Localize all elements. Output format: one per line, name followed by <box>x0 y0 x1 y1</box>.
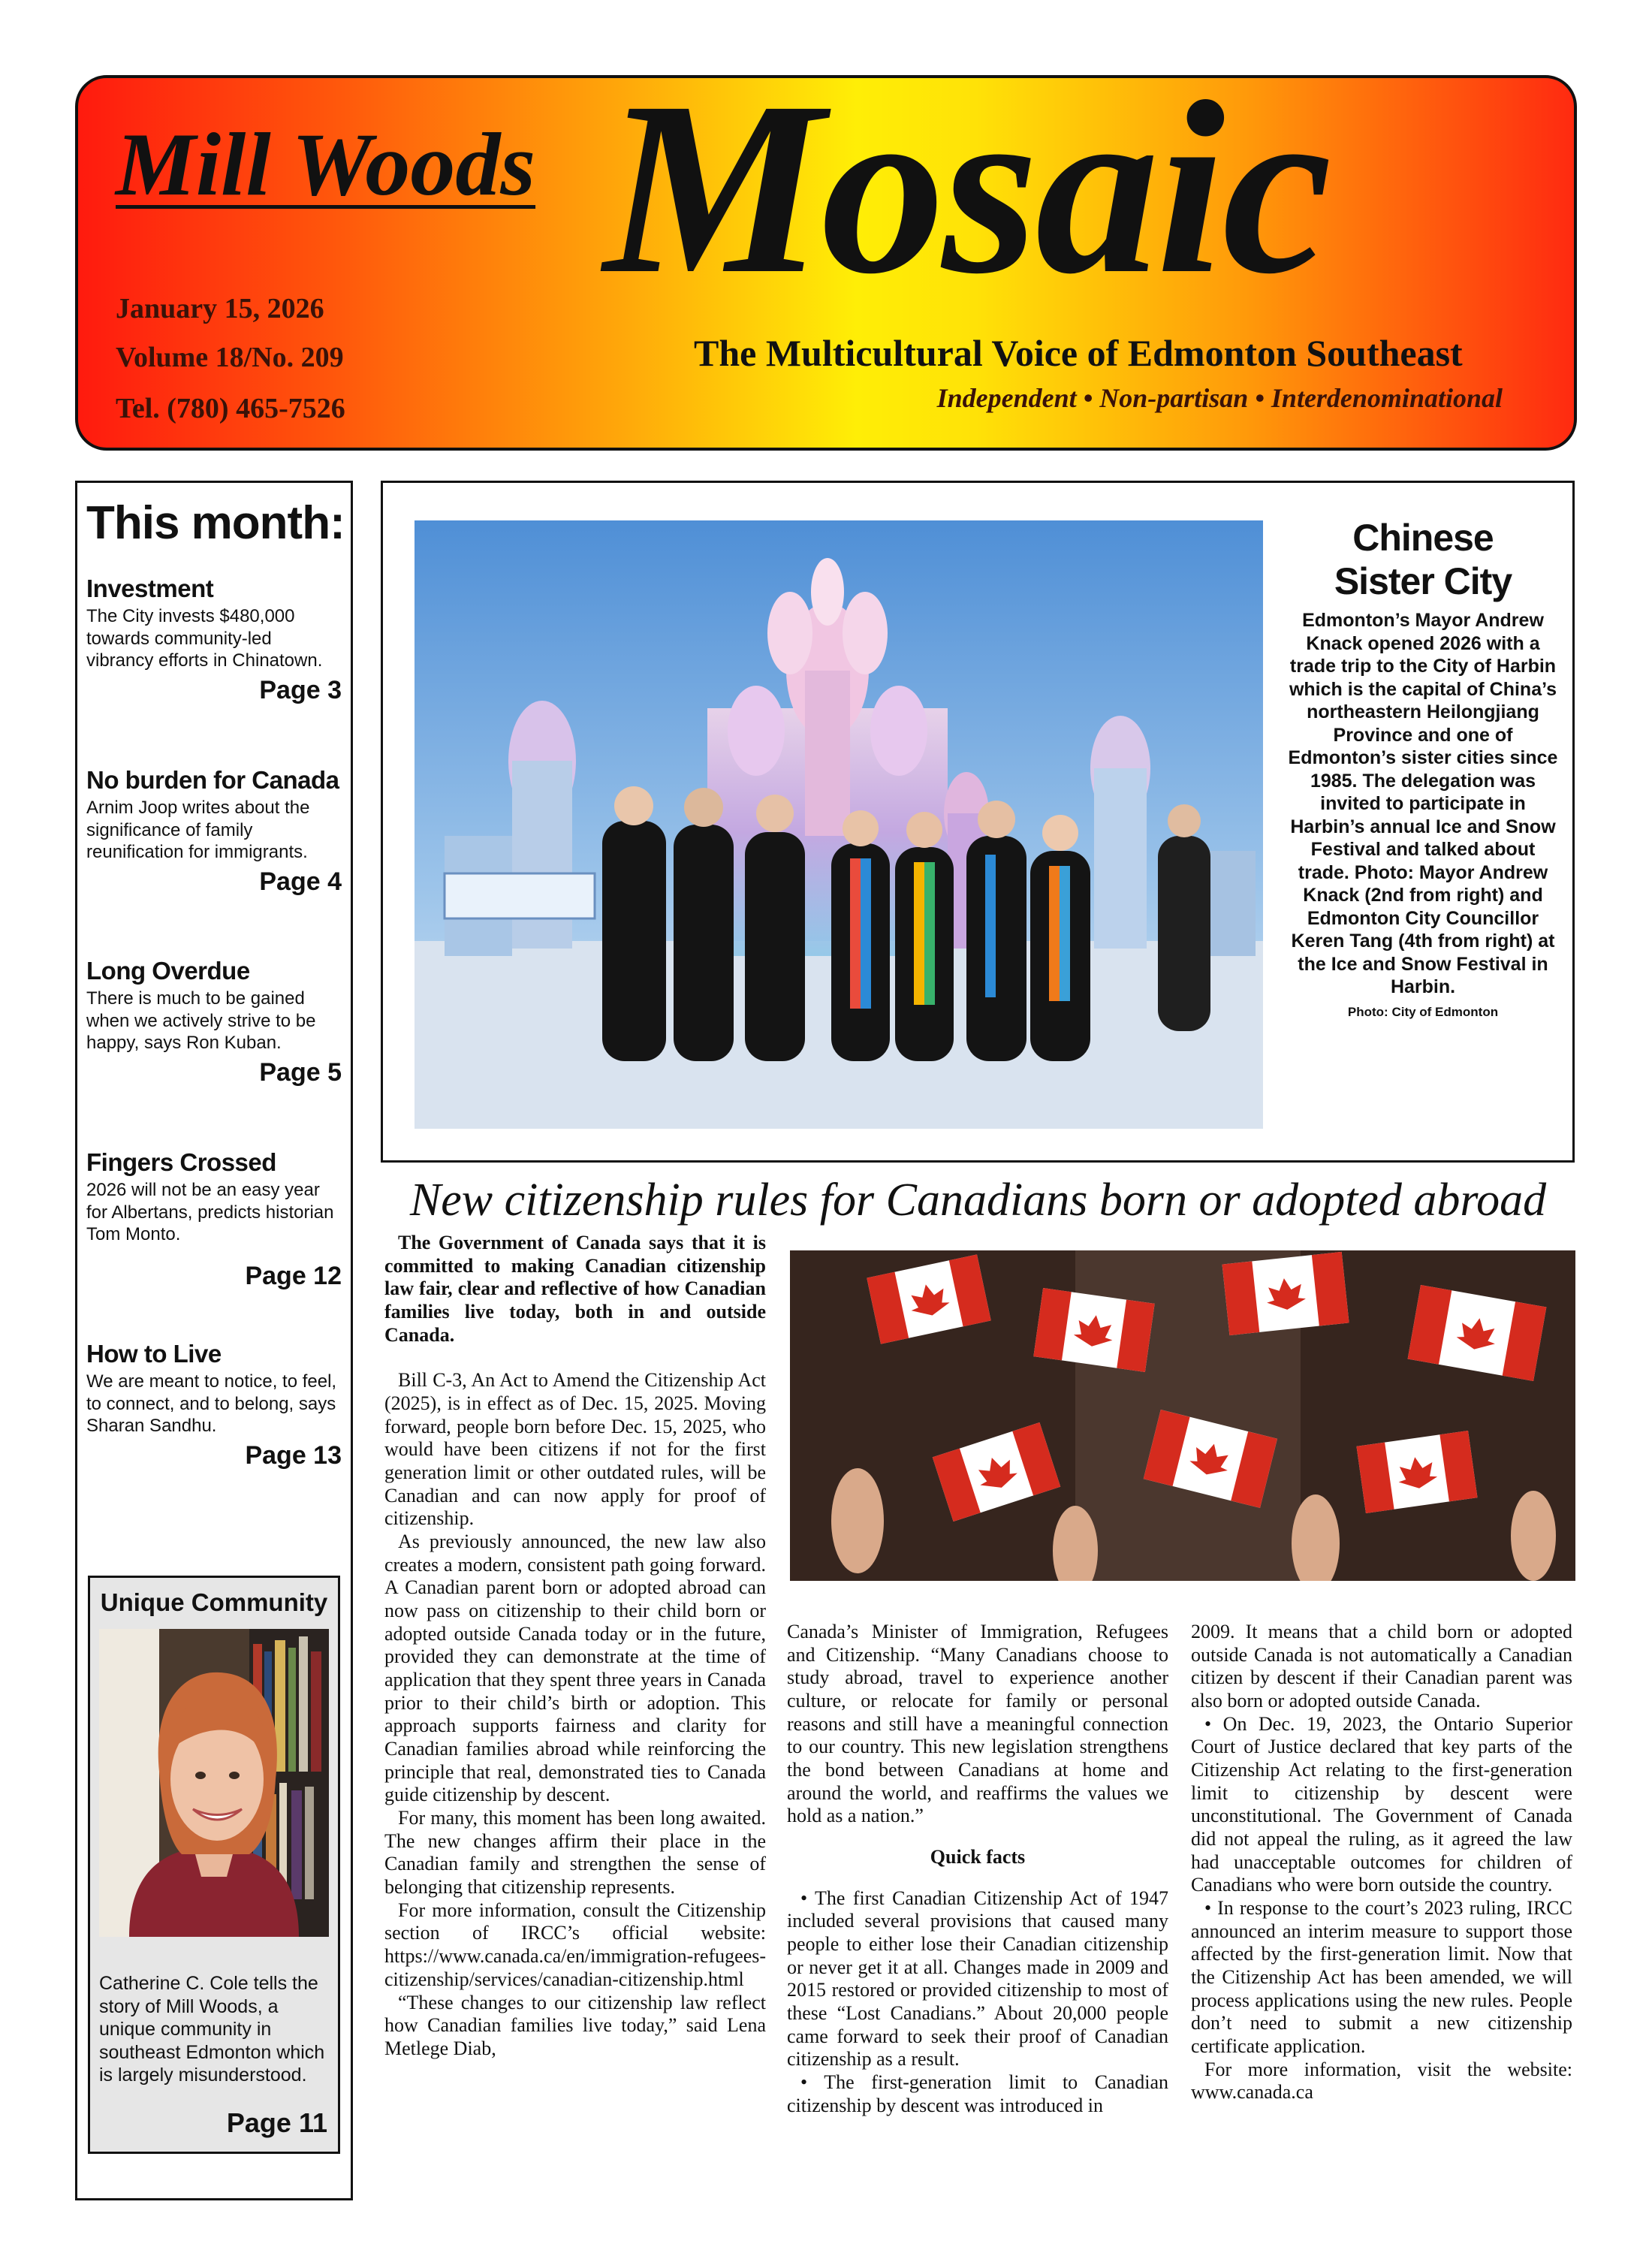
article-paragraph: For many, this moment has been long awaited. The new changes affirm their place in the Canadian family and strengthen the sense of belonging that citizenship represents. <box>384 1807 766 1899</box>
article-paragraph: • The first Canadian Citizenship Act of 1947 included several provisions that caused many people to either lose their Canadian citizenship or never get it at all. Changes made in 2009 and 2015 restored or provided citizenship to most of these “Lost Canadians.” About 20,000 people came forward to seek their proof of Canadian citizenship as a result. <box>787 1887 1168 2071</box>
author-portrait-image <box>99 1629 329 1937</box>
author-portrait <box>99 1629 329 1937</box>
sidebar-item-heading: How to Live <box>86 1340 222 1368</box>
article-paragraph: 2009. It means that a child born or adopted outside Canada is not automatically a Canadian citizen by descent if their Canadian parent was also born or adopted outside Canada. <box>1191 1621 1572 1712</box>
article-paragraph: For more information, visit the website: www.canada.ca <box>1191 2058 1572 2104</box>
article-headline: New citizenship rules for Canadians born or adopted abroad <box>409 1175 1547 1226</box>
article-paragraph: As previously announced, the new law also creates a modern, consistent path going forward. A Canadian parent born or adopted abroad can now pass on citizenship to their child born or adopted outside Canada today or in the future, provided they can demonstrate at the time of application that they spent three years in Canada prior to their child’s birth or adoption. This approach supports fairness and clarity for Canadian families abroad while reinforcing the principle that real, demonstrated ties to Canada guide citizenship by descent. <box>384 1531 766 1806</box>
phone-number: Tel. (780) 465-7526 <box>116 393 345 424</box>
sidebar-item-page[interactable]: Page 4 <box>259 867 342 897</box>
subtagline: Independent • Non-partisan • Interdenominational <box>936 383 1503 413</box>
issue-volume: Volume 18/No. 209 <box>116 342 344 373</box>
sidebar-item[interactable] <box>86 575 342 705</box>
photo-credit: Photo: City of Edmonton <box>1347 1004 1499 1019</box>
feature-title-line2: Sister City <box>1334 559 1512 602</box>
sidebar-item-text: We are meant to notice, to feel, to connect, and to belong, says Sharan Sandhu. <box>86 1371 337 1436</box>
article-paragraph: Canada’s Minister of Immigration, Refugees and Citizenship. “Many Canadians choose to study abroad, travel to experience another culture, or relocate for family or personal reasons and still have a meaningful connection to our country. This new legislation strengthens the bond between Canadians at home and around the world, and reaffirms the values we hold as a nation.” <box>787 1621 1168 1827</box>
article-paragraph: • On Dec. 19, 2023, the Ontario Superior Court of Justice declared that key parts of the Citizenship Act relating to the first-generation limit to citizenship by descent were unconstitutional. The Government of Canada did not appeal the ruling, as it agreed the law had unacceptable outcomes for children of Canadians who were born outside the country. <box>1191 1712 1572 1896</box>
feature-title-line1: Chinese <box>1352 517 1494 559</box>
issue-date: January 15, 2026 <box>116 293 324 324</box>
article-lead: The Government of Canada says that it is committed to making Canadian citizenship law fair, clear and reflective of how Canadian families live today, both in and outside Canada. <box>384 1232 766 1346</box>
sidebar-item[interactable] <box>86 958 342 1087</box>
sidebar-item-page[interactable]: Page 13 <box>245 1441 342 1470</box>
sidebar-item[interactable] <box>86 1341 342 1470</box>
sidebar-item-text: Arnim Joop writes about the significance of family reunification for immigrants. <box>86 798 310 862</box>
sidebar-item-text: 2026 will not be an easy year for Albertans, predicts historian Tom Monto. <box>86 1180 334 1244</box>
ice-festival-image <box>415 520 1263 1129</box>
flags-photo <box>790 1250 1575 1581</box>
sidebar-item-page[interactable]: Page 5 <box>259 1058 342 1087</box>
feature-title <box>1284 517 1562 603</box>
community-title: Unique Community <box>100 1588 328 1616</box>
sidebar-item-text: There is much to be gained when we actively strive to be happy, says Ron Kuban. <box>86 988 316 1053</box>
sidebar-item-heading: Investment <box>86 575 214 602</box>
brand-small: Mill Woods <box>116 114 536 214</box>
article-paragraph: • In response to the court’s 2023 ruling, IRCC announced an interim measure to support those affected by the first-generation limit. Now that the Citizenship Act has been amended, we will process applications using the new rules. People don’t need to submit a new citizenship certificate application. <box>1191 1897 1572 2058</box>
sidebar-item[interactable] <box>86 767 342 897</box>
sidebar-item-page[interactable]: Page 12 <box>245 1262 342 1291</box>
sidebar-item-heading: No burden for Canada <box>86 766 339 794</box>
feature-caption <box>1284 517 1562 1020</box>
flags-image <box>790 1250 1575 1581</box>
article-paragraph: • The first-generation limit to Canadian citizenship by descent was introduced in <box>787 2071 1168 2116</box>
feature-box <box>381 481 1575 1163</box>
article-column-3 <box>1191 1621 1572 2104</box>
sidebar-item-heading: Long Overdue <box>86 957 250 985</box>
community-box[interactable] <box>88 1576 340 2154</box>
article-paragraph: For more information, consult the Citizenship section of IRCC’s official website: https://www.canada.ca/en/immigration-refugees-citizenship/services/canadian-citizenship.html <box>384 1899 767 1990</box>
community-text: Catherine C. Cole tells the story of Mill Woods, a unique community in southeast Edmonton which is largely misunderstood. <box>99 1973 325 2086</box>
sidebar <box>75 481 353 2200</box>
community-page[interactable]: Page 11 <box>226 2107 327 2138</box>
article-paragraph: “These changes to our citizenship law reflect how Canadian families live today,” said Lena Metlege Diab, <box>384 1991 766 2059</box>
tagline: The Multicultural Voice of Edmonton Southeast <box>694 332 1463 374</box>
article-column-2 <box>787 1621 1168 2117</box>
feature-caption-text: Edmonton’s Mayor Andrew Knack opened 2026 with a trade trip to the City of Harbin which is the capital of China’s northeastern Heilongjiang Province and one of Edmonton’s sister cities since 1985. The delegation was invited to participate in Harbin’s annual Ice and Snow Festival and talked about trade. Photo: Mayor Andrew Knack (2nd from right) and Edmonton City Councillor Keren Tang (4th from right) at the Ice and Snow Festival in Harbin. <box>1288 610 1558 997</box>
sidebar-item-page[interactable]: Page 3 <box>259 676 342 705</box>
quick-facts-heading: Quick facts <box>930 1846 1026 1868</box>
masthead <box>75 75 1577 451</box>
sidebar-item[interactable] <box>86 1149 342 1291</box>
sidebar-item-text: The City invests $480,000 towards community-led vibrancy efforts in Chinatown. <box>86 606 323 671</box>
brand-large: Mosaic <box>604 75 1329 325</box>
article-paragraph: Bill C-3, An Act to Amend the Citizenship Act (2025), is in effect as of Dec. 15, 2025. Moving forward, people born before Dec. 15, 2025, who would have been citizens if not for the first generation limit or other outdated rules, will be Canadian and can now apply for proof of citizenship. <box>384 1369 766 1530</box>
article-column-1 <box>384 1232 766 2061</box>
sidebar-title: This month: <box>86 497 345 549</box>
ice-festival-photo <box>415 520 1263 1129</box>
sidebar-item-heading: Fingers Crossed <box>86 1148 276 1176</box>
